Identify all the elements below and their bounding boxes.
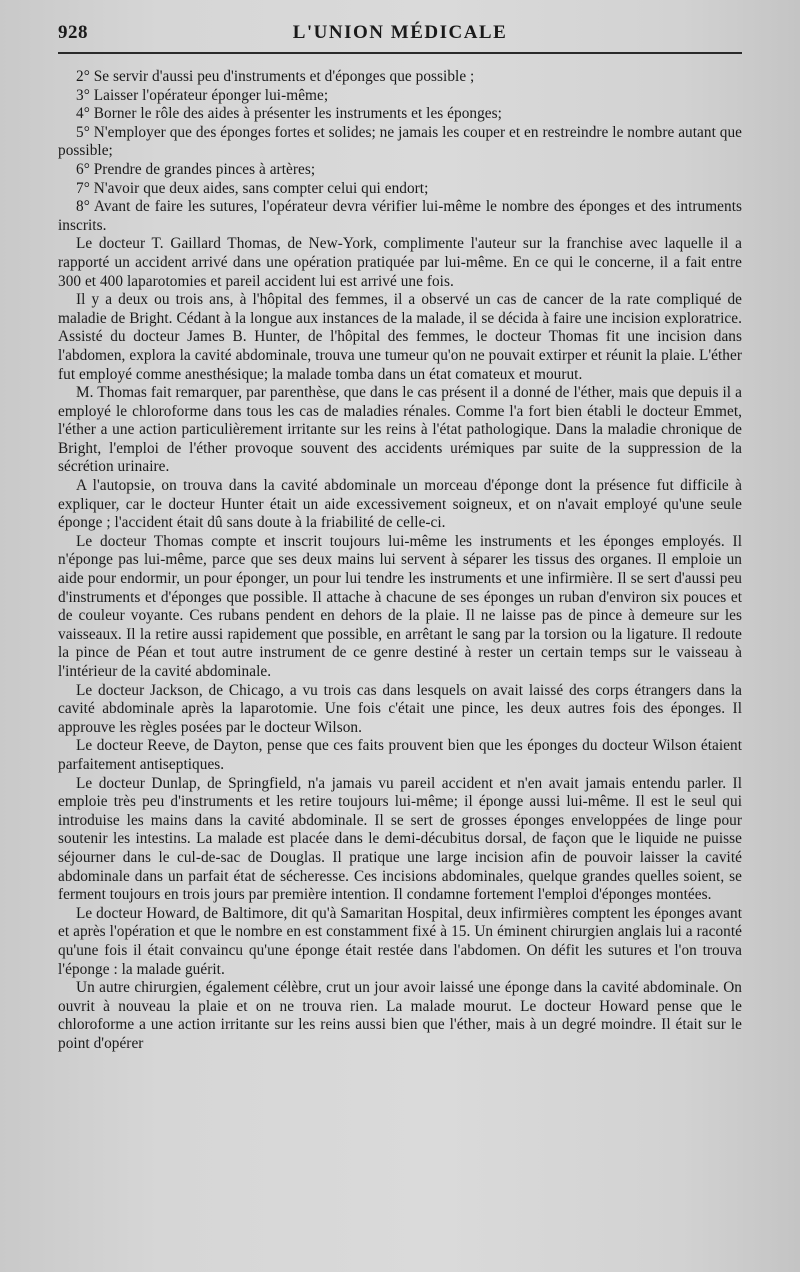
paragraph: Le docteur T. Gaillard Thomas, de New-York, complimente l'auteur sur la franchise avec laquelle il a rapporté un accident arrivé dans une opération pratiquée par lui-même. En ce qui le concerne, il a fait entre 300 et 400 laparotomies et pareil accident lui est arrivé une fois. xyxy=(58,235,742,290)
paragraph: Le docteur Thomas compte et inscrit toujours lui-même les instruments et les éponges employés. Il n'éponge pas lui-même, parce que ses deux mains lui servent à séparer les tissus des organes. Il emploie un aide pour endormir, un pour éponger, un pour lui tendre les instruments et une infirmière. Il se sert d'aussi peu d'instruments et d'éponges que possible. Il attache à chacune de ses éponges un ruban d'environ six pouces et de couleur voyante. Ces rubans pendent en dehors de la plaie. Il ne laisse pas de pince à demeure sur les vaisseaux. Il la retire aussi rapidement que possible, en arrêtant le sang par la torsion ou la ligature. Il redoute la pince de Péan et tout autre instrument de ce genre destiné à rester un certain temps sur le vaisseau à l'intérieur de la cavité abdominale. xyxy=(58,532,742,680)
list-item: 4° Borner le rôle des aides à présenter les instruments et les éponges; xyxy=(76,105,502,123)
paragraph: Le docteur Howard, de Baltimore, dit qu'à Samaritan Hospital, deux infirmières comptent les éponges avant et après l'opération et que le nombre en est constamment fixé à 15. Un éminent chirurgien anglais lui a raconté qu'une fois il était convaincu qu'une éponge était restée dans l'abdomen. On défit les sutures et l'on trouva l'éponge : la malade guérit. xyxy=(58,904,743,978)
list-item: 5° N'employer que des éponges fortes et solides; ne jamais les couper et en restreindre le nombre autant que possible; xyxy=(58,123,742,160)
body-text xyxy=(58,68,742,1053)
list-item: 3° Laisser l'opérateur éponger lui-même; xyxy=(76,86,329,104)
running-title: L'UNION MÉDICALE xyxy=(292,22,508,43)
page-header xyxy=(58,22,742,54)
list-item: 7° N'avoir que deux aides, sans compter celui qui endort; xyxy=(76,179,429,197)
paragraph: M. Thomas fait remarquer, par parenthèse, que dans le cas présent il a donné de l'éther, mais que depuis il a employé le chloroforme dans tous les cas de maladies rénales. Comme l'a fort bien établi le docteur Emmet, l'éther a une action particulièrement irritante sur les reins à l'état pathologique. Dans la maladie chronique de Bright, l'emploi de l'éther provoque souvent des accidents urémiques par suite de la suppression de la sécrétion urinaire. xyxy=(58,384,742,476)
paragraph: Un autre chirurgien, également célèbre, crut un jour avoir laissé une éponge dans la cavité abdominale. On ouvrit à nouveau la plaie et on ne trouva rien. La malade mourut. Le docteur Howard pense que le chloroforme a une action irritante sur les reins aussi bien que l'éther, mais à un degré moindre. Il était sur le point d'opérer xyxy=(58,979,742,1052)
paragraph: Le docteur Reeve, de Dayton, pense que ces faits prouvent bien que les éponges du docteur Wilson étaient parfaitement antiseptiques. xyxy=(58,737,742,773)
paragraph: A l'autopsie, on trouva dans la cavité abdominale un morceau d'éponge dont la présence fut difficile à expliquer, car le docteur Hunter était un aide excessivement soigneux, et on n'avait employé qu'une seule éponge ; l'accident était dû sans doute à la friabilité de celle-ci. xyxy=(58,477,742,532)
list-item: 8° Avant de faire les sutures, l'opérateur devra vérifier lui-même le nombre des éponges et des intruments inscrits. xyxy=(58,198,742,234)
paragraph: Le docteur Dunlap, de Springfield, n'a jamais vu pareil accident et n'en avait jamais entendu parler. Il emploie très peu d'instruments et les retire toujours lui-même; il éponge aussi lui-même. Il est le seul qui introduise les mains dans la cavité abdominale. Il se sert de grosses éponges enveloppées de linge pour soutenir les intestins. La malade est placée dans le demi-décubitus dorsal, de façon que le liquide ne puisse séjourner dans le cul-de-sac de Douglas. Il pratique une large incision afin de pouvoir laisser la cavité abdominale dans un parfait état de sécheresse. Ces incisions abdominales, quelque grandes quelles soient, se ferment toujours en trois jours par première intention. Il condamne fortement l'emploi d'éponges montées. xyxy=(58,774,742,904)
paragraph: Le docteur Jackson, de Chicago, a vu trois cas dans lesquels on avait laissé des corps étrangers dans la cavité abdominale après la laparotomie. Une fois c'était une pince, les deux autres fois des éponges. Il approuve les règles posées par le docteur Wilson. xyxy=(58,681,742,736)
paragraph: Il y a deux ou trois ans, à l'hôpital des femmes, il a observé un cas de cancer de la rate compliqué de maladie de Bright. Cédant à la longue aux instances de la malade, il se décida à faire une incision exploratrice. Assisté du docteur James B. Hunter, de l'hôpital des femmes, le docteur Thomas fit une incision dans l'abdomen, explora la cavité abdominale, trouva une tumeur qu'on ne pouvait extirper et réunit la plaie. L'éther fut employé comme anesthésique; la malade tomba dans un état comateux et mourut. xyxy=(58,291,742,383)
list-item: 6° Prendre de grandes pinces à artères; xyxy=(76,160,316,178)
list-item: 2° Se servir d'aussi peu d'instruments et d'éponges que possible ; xyxy=(76,68,475,85)
page-number: 928 xyxy=(58,22,88,43)
